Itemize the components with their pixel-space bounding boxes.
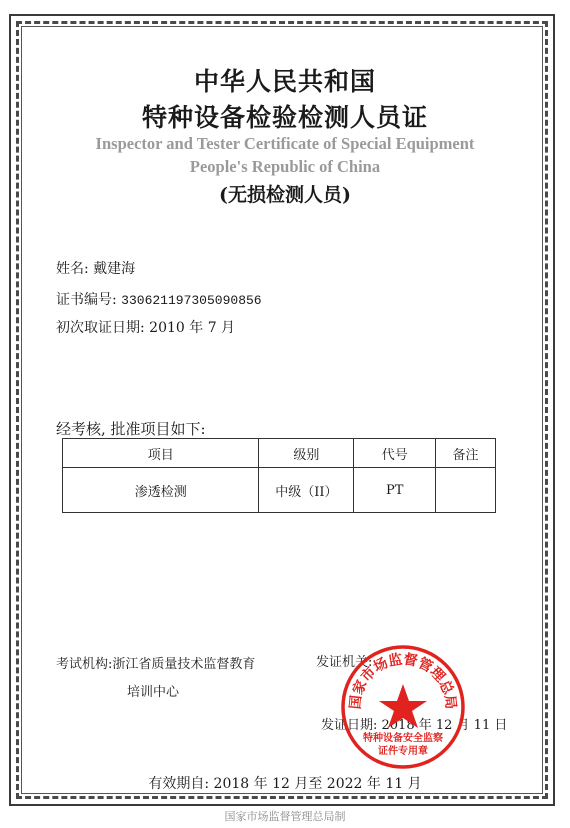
cell-level: 中级（II） [259,468,354,513]
table-header-row [63,439,496,468]
watermark-footer: 国家市场监督管理总局制 [224,810,346,823]
official-seal-stamp [340,644,466,770]
seal-inner-text-1: 特种设备安全监察 [363,733,443,744]
seal-outer-text: 国家市场监督管理总局 [347,651,459,711]
table-row [63,468,496,513]
approved-heading: 经考核, 批准项目如下: [56,420,206,438]
cert-no-label: 证书编号: [56,292,117,308]
seal-inner-text-2: 证件专用章 [378,746,428,757]
title-category: (无损检测人员) [219,184,351,206]
cell-item: 渗透检测 [63,468,259,513]
title-english-1: Inspector and Tester Certificate of Special Equipment [95,134,475,153]
first-issue-value: 2010 年 7 月 [149,320,236,336]
first-issue-row [56,317,235,337]
title-english-2: People's Republic of China [189,157,381,176]
cert-no-value: 330621197305090856 [121,293,262,308]
validity-period: 有效期自: 2018 年 12 月至 2022 年 11 月 [148,776,422,792]
exam-institution-label: 考试机构: [56,657,113,672]
cell-remark [436,468,496,513]
issuer-label: 发证机关: [316,655,373,670]
title-country: 中华人民共和国 [193,67,376,96]
issue-date: 发证日期: 2018 年 12 月 11 日 [321,718,508,733]
cell-code: PT [354,468,436,513]
header-level: 级别 [259,439,354,468]
header-item: 项目 [63,439,259,468]
title-certificate: 特种设备检验检测人员证 [141,103,428,132]
seal-star-icon [379,684,427,728]
exam-institution-line2: 培训中心 [127,685,180,700]
header-code: 代号 [354,439,436,468]
exam-institution-line1: 浙江省质量技术监督教育 [112,657,256,672]
header-remark: 备注 [436,439,496,468]
cert-no-row [56,289,262,309]
exam-institution [56,653,255,672]
name-value: 戴建海 [93,261,136,277]
name-row [56,258,135,278]
first-issue-label: 初次取证日期: [56,320,145,336]
name-label: 姓名: [56,261,89,277]
approved-items-table [62,438,496,513]
